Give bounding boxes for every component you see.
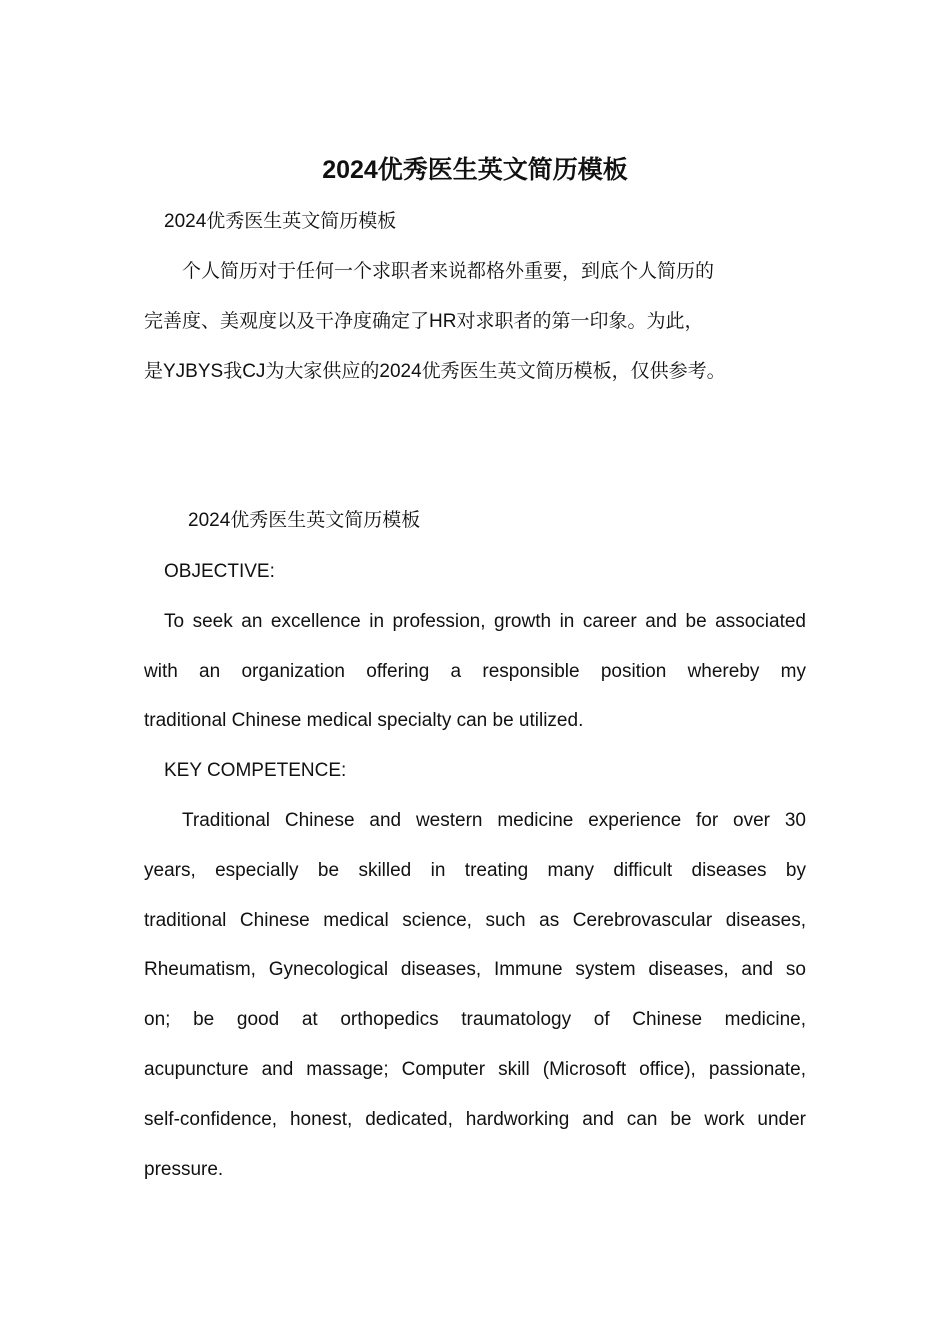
competence-heading: KEY COMPETENCE: (164, 760, 347, 781)
intro-line: 是YJBYS我CJ为大家供应的2024优秀医生英文简历模板，仅供参考。 (144, 361, 726, 382)
objective-line: To seek an excellence in profession, growth in career and be associated (164, 611, 806, 632)
intro-line: 完善度、美观度以及干净度确定了HR对求职者的第一印象。为此， (144, 311, 704, 332)
competence-line: on; be good at orthopedics traumatology of Chinese medicine, (144, 1009, 806, 1030)
intro-line: 个人简历对于任何一个求职者来说都格外重要，到底个人简历的 (182, 261, 715, 282)
subtitle: 2024优秀医生英文简历模板 (164, 211, 397, 232)
objective-line: traditional Chinese medical specialty can be utilized. (144, 710, 584, 731)
competence-line: Traditional Chinese and western medicine experience for over 30 (182, 810, 806, 831)
competence-line: Rheumatism, Gynecological diseases, Immune system diseases, and so (144, 959, 806, 980)
competence-line: years, especially be skilled in treating many difficult diseases by (144, 860, 806, 881)
objective-line: with an organization offering a responsible position whereby my (144, 661, 806, 682)
competence-line: self-confidence, honest, dedicated, hardworking and can be work under (144, 1109, 806, 1130)
section-title: 2024优秀医生英文简历模板 (188, 510, 421, 531)
document-title: 2024优秀医生英文简历模板 (322, 156, 628, 184)
competence-line: traditional Chinese medical science, such as Cerebrovascular diseases, (144, 910, 806, 931)
competence-line: acupuncture and massage; Computer skill (Microsoft office), passionate, (144, 1059, 806, 1080)
competence-line: pressure. (144, 1159, 224, 1180)
objective-heading: OBJECTIVE: (164, 561, 275, 582)
